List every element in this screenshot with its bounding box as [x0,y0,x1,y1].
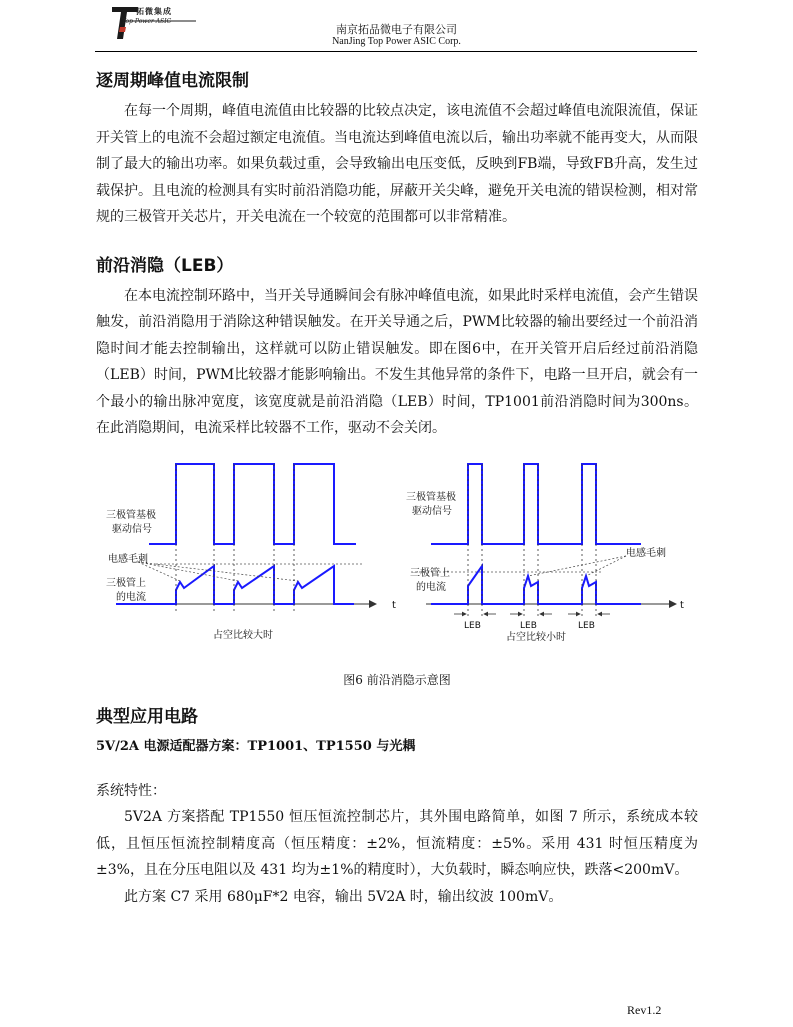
right-bottom-label: 占空比较小时 [506,631,566,643]
figure-caption: 图6 前沿消隐示意图 [343,672,451,687]
section-subtitle-adapter: 5V/2A 电源适配器方案：TP1001、TP1550 与光耦 [96,738,416,754]
right-drive-label-2: 驱动信号 [412,505,452,517]
left-current-waveform [116,566,354,604]
paragraph-leb: 在本电流控制环路中，当开关导通瞬间会有脉冲峰值电流，如果此时采样电流值，会产生错误触发，前沿消隐用于消除这种错误触发。在开关导通之后，PWM比较器的输出要经过一个前沿消隐时间才能去控制输出，这样就可以防止错误触发。即在图6中，在开关管开启后经过前沿消隐（LEB）时间，PWM比较器才能影响输出。不发生其他异常的条件下，电路一旦开启，就会有一个最小的输出脉冲宽度，该宽度就是前沿消隐（LEB）时间，TP1001前沿消隐时间为300ns。在此消隐期间，电流采样比较器不工作，驱动不会关闭。 [96,287,698,436]
right-drive-label-1: 三极管基极 [406,491,456,503]
section-title-peak-current: 逐周期峰值电流限制 [96,71,249,91]
left-current-label-2: 的电流 [116,591,146,603]
right-spike-label: 电感毛刺 [626,547,666,559]
right-current-label-1: 三极管上 [410,567,450,579]
left-bottom-label: 占空比较大时 [213,629,273,641]
company-name-en: NanJing Top Power ASIC Corp. [332,36,461,47]
right-drive-signal-waveform [431,464,641,544]
left-drive-signal-waveform [149,464,356,544]
left-drive-label-2: 驱动信号 [112,523,152,535]
paragraph-capacitor: 此方案 C7 采用 680μF*2 电容，输出 5V2A 时，输出纹波 100mV。 [124,888,563,905]
leb-waveform-figure [96,456,698,686]
section-title-typical-app: 典型应用电路 [96,706,198,727]
left-spike-label: 电感毛刺 [108,553,148,565]
right-current-label-2: 的电流 [416,581,446,593]
right-leb-label-1: LEB [464,620,481,631]
waveform-diagram [96,456,698,656]
header-divider [95,51,697,52]
left-current-label-1: 三极管上 [106,577,146,589]
left-axis-label: t [392,599,396,611]
logo-english-name: Top Power ASIC [122,18,172,25]
company-name-cn: 南京拓品微电子有限公司 [336,23,457,36]
right-leb-label-2: LEB [520,620,537,631]
revision-label: Rev1.2 [627,1003,662,1017]
page-content [96,64,698,910]
paragraph-peak-current: 在每一个周期，峰值电流值由比较器的比较点决定，该电流值不会超过峰值电流限流值，保证开关管上的电流不会超过额定电流值。当电流达到峰值电流以后，输出功率就不能再变大，从而限制了最大的输出功率。如果负载过重，会导致输出电压变低，反映到FB端，导致FB升高，发生过载保护。且电流的检测具有实时前沿消隐功能，屏蔽开关尖峰，避免开关电流的错误检测，相对常规的三极管开关芯片，开关电流在一个较宽的范围都可以非常精准。 [96,103,698,225]
paragraph-features: 5V2A 方案搭配 TP1550 恒压恒流控制芯片，其外围电路简单，如图 7 所示，系统成本较低，且恒压恒流控制精度高（恒压精度：±2%，恒流精度：±5%。采用 431 时恒压精度为±3%，且在分压电阻以及 431 均为±1%的精度时），大负载时，瞬态响应快，跌落<200mV。 [96,809,698,878]
section-title-leb: 前沿消隐（LEB） [96,255,234,276]
right-leb-label-3: LEB [578,620,595,631]
right-axis-label: t [680,599,684,611]
features-label: 系统特性： [96,782,166,799]
left-drive-label-1: 三极管基极 [106,509,156,521]
logo-chinese-name: 拓微集成 [136,6,172,16]
